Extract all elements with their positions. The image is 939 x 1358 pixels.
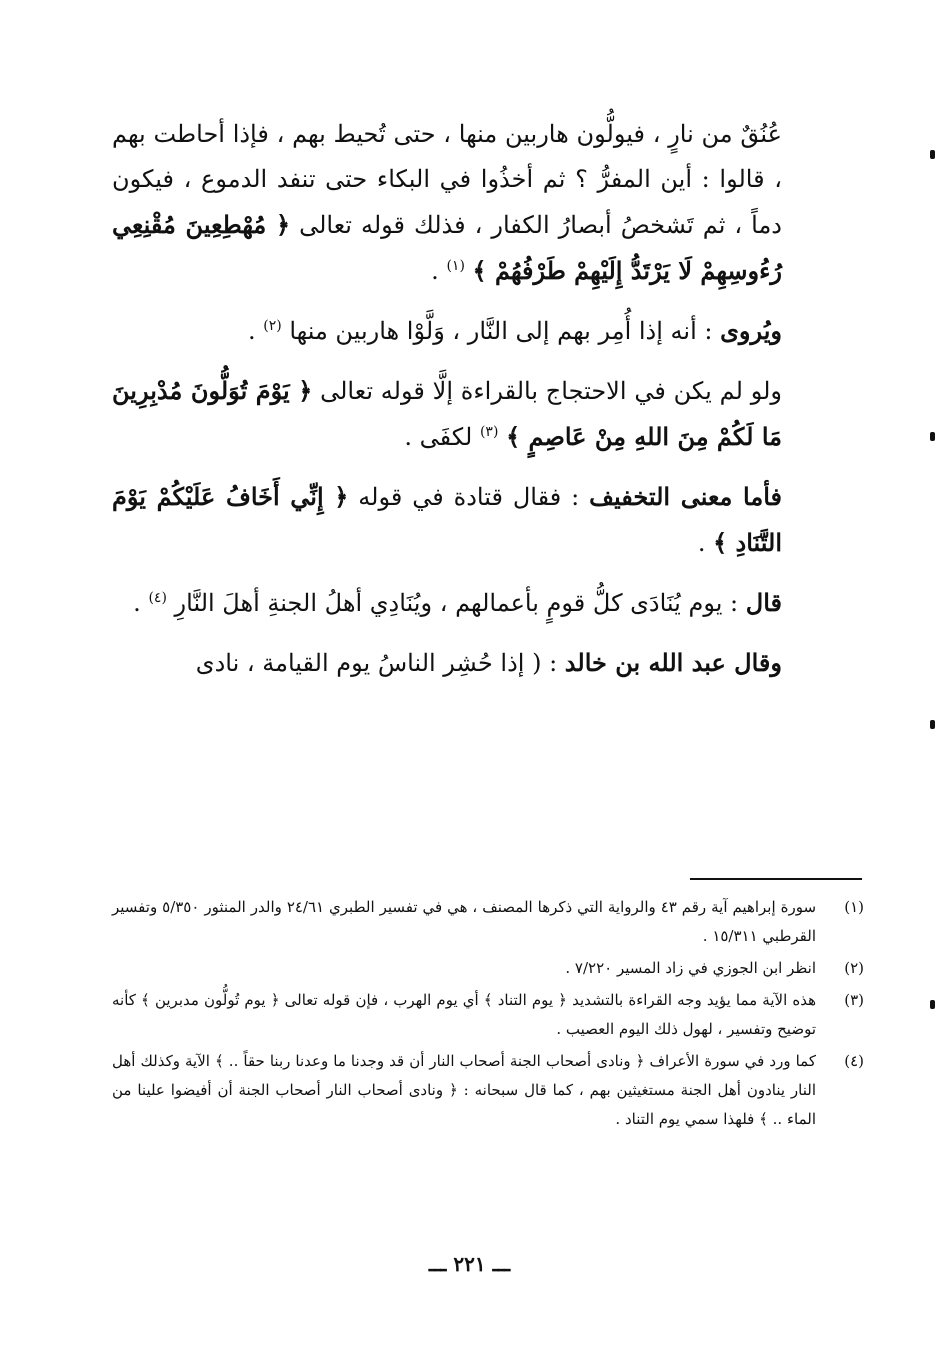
- footnote-4: [112, 1047, 864, 1134]
- footnote-3: [112, 986, 864, 1044]
- footnote-ref-3: (٣): [479, 424, 499, 440]
- main-text: [112, 112, 782, 700]
- paragraph-2-lead: ويُروى: [720, 316, 782, 345]
- paragraph-4-text: : فقال قتادة في قوله: [348, 483, 580, 511]
- page-number: ـــ ٢٢١ ـــ: [428, 1252, 511, 1276]
- footnote-number: (٢): [844, 959, 864, 977]
- footnote-ref-1: (١): [446, 258, 465, 274]
- paragraph-2: [112, 308, 782, 354]
- paragraph-1: [112, 112, 782, 294]
- quran-verse-3: ﴿ إِنِّي أَخَافُ عَلَيْكُمْ يَوْمَ التَّنَادِ ﴾: [112, 482, 782, 557]
- footnote-ref-4: (٤): [148, 590, 167, 606]
- paragraph-6-text: : ( إذا حُشِر الناسُ يوم القيامة ، نادى: [195, 649, 558, 677]
- scan-edge-mark: [930, 1000, 935, 1009]
- footnote-number: (١): [844, 898, 864, 916]
- paragraph-5: [112, 580, 782, 626]
- paragraph-5-lead: قال: [745, 588, 782, 617]
- paragraph-4: [112, 474, 782, 566]
- footnote-2: [112, 954, 864, 983]
- paragraph-6: [112, 640, 782, 686]
- footnote-text: انظر ابن الجوزي في زاد المسير ٧/٢٢٠ .: [565, 959, 816, 977]
- footnotes: [112, 893, 864, 1137]
- scan-edge-mark: [930, 432, 935, 441]
- footnote-divider: [690, 878, 862, 880]
- paragraph-1-text: عُنُقٌ من نارٍ ، فيولُّون هاربين منها ، حتى تُحيط بهم ، فإذا أحاطت بهم ، قالوا : أين المفرُّ ؟ ثم أخذُوا في البكاء حتى تنفد الدموع ، فيكون دماً ، ثم تَشخصُ أبصارُ الكفار ، فذلك قوله تعالى: [112, 120, 782, 239]
- paragraph-2-tail: .: [247, 317, 256, 345]
- paragraph-4-lead: فأما معنى التخفيف: [589, 482, 782, 511]
- footnote-1: [112, 893, 864, 951]
- paragraph-5-text: : يوم يُنَادَى كلُّ قومٍ بأعمالهم ، ويُنَادِي أهلُ الجنةِ أهلَ النَّارِ: [174, 589, 739, 617]
- paragraph-1-tail: .: [431, 257, 439, 285]
- footnote-number: (٤): [844, 1052, 864, 1070]
- paragraph-6-lead: وقال عبد الله بن خالد: [564, 648, 782, 677]
- footnote-text: هذه الآية مما يؤيد وجه القراءة بالتشديد ﴿ يوم التناد ﴾ أي يوم الهرب ، فإن قوله تعالى ﴿ يوم تُولُّون مدبرين ﴾ كأنه توضيح وتفسير ، لهول ذلك اليوم العصيب .: [112, 991, 816, 1038]
- quran-verse-1: ﴿ مُهْطِعِينَ مُقْنِعِي رُءُوسِهِمْ لَا يَرْتَدُّ إِلَيْهِمْ طَرْفُهُمْ ﴾: [112, 210, 782, 285]
- footnote-text: كما ورد في سورة الأعراف ﴿ ونادى أصحاب الجنة أصحاب النار أن قد وجدنا ما وعدنا ربنا حقاً .. ﴾ الآية وكذلك أهل النار ينادون أهل الجنة مستغيثين بهم ، كما قال سبحانه : ﴿ ونادى أصحاب النار أصحاب الجنة أن أفيضوا علينا من الماء .. ﴾ فلهذا سمي يوم التناد .: [112, 1052, 816, 1128]
- paragraph-4-tail: .: [697, 529, 706, 557]
- scan-edge-mark: [930, 720, 935, 729]
- paragraph-3: [112, 368, 782, 460]
- quran-verse-2: ﴿ يَوْمَ تُوَلُّونَ مُدْبِرِينَ مَا لَكُمْ مِنَ اللهِ مِنْ عَاصِمٍ ﴾: [112, 376, 782, 451]
- footnote-text: سورة إبراهيم آية رقم ٤٣ والرواية التي ذكرها المصنف ، هي في تفسير الطبري ٢٤/٦١ والدر المنثور ٥/٣٥٠ وتفسير القرطبي ١٥/٣١١ .: [112, 898, 817, 945]
- scan-edge-mark: [930, 150, 935, 159]
- paragraph-2-text: : أنه إذا أُمِر بهم إلى النَّار ، وَلَّوْا هاربين منها: [289, 317, 713, 345]
- paragraph-3-text: ولو لم يكن في الاحتجاج بالقراءة إلَّا قوله تعالى: [312, 377, 782, 405]
- paragraph-3-tail: لكفَى .: [404, 423, 473, 451]
- footnote-number: (٣): [844, 991, 864, 1009]
- paragraph-5-tail: .: [133, 589, 141, 617]
- footnote-ref-2: (٢): [263, 318, 282, 334]
